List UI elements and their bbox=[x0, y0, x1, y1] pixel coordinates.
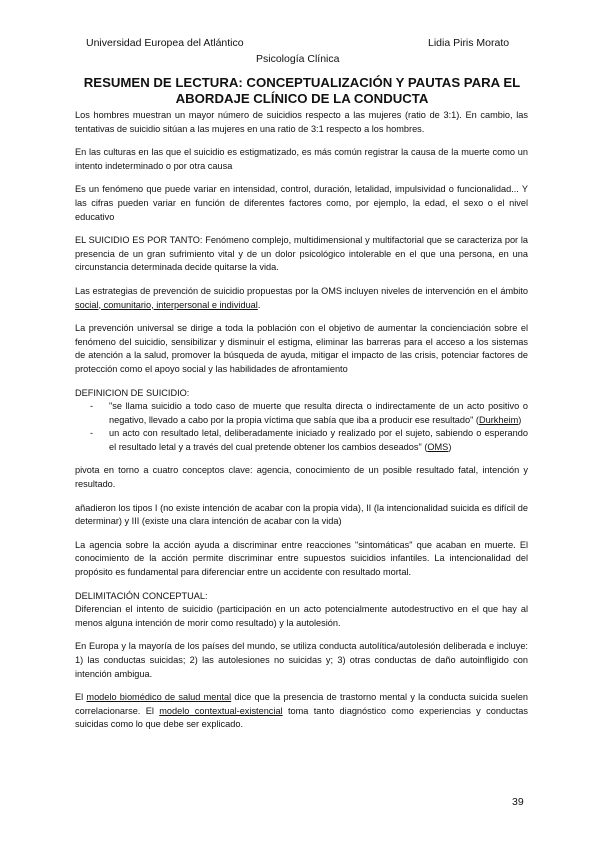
paragraph-gender-ratio: Los hombres muestran un mayor número de suicidios respecto a las mujeres (ratio de 3:1). En cambio, las tentativas de suicidio sitúan a las mujeres en una ratio de 3:1 respecto a los hombres. bbox=[75, 110, 528, 134]
paragraph-stigma: En las culturas en las que el suicidio es estigmatizado, es más común registrar la causa de la muerte como un intento indeterminado o por otra causa bbox=[75, 147, 528, 171]
paragraph-europe-terminology: En Europa y la mayoría de los países del mundo, se utiliza conducta autolítica/autolesión deliberada e incluye: 1) las conductas suicidas; 2) las autolesiones no suicidas y; 3) otras conductas de daño autoinfligido con intención ambigua. bbox=[75, 641, 528, 679]
definition-text: un acto con resultado letal, deliberadamente iniciado y realizado por el sujeto, sabiendo o esperando el resultado letal y a través del cual pretende obtener los cambios deseados" ( bbox=[109, 428, 528, 452]
definition-list bbox=[75, 400, 528, 454]
definition-item-oms bbox=[90, 427, 528, 454]
page-number: 39 bbox=[512, 796, 524, 808]
paragraph-models bbox=[75, 691, 528, 732]
models-text-b: dice que la presencia de trastorno mental y la conducta suicida suelen correlacionarse. El bbox=[75, 692, 529, 716]
document-body bbox=[75, 109, 528, 742]
prevention-period: . bbox=[257, 299, 261, 310]
paragraph-agency: La agencia sobre la acción ayuda a discriminar entre reacciones "sintomáticas" que acaban en muerte. El conocimiento de la acción permite discriminar entre supuestos suicidios infantiles. La intencionalidad del propósito es fundamental para diferenciar entre un accidente con resultado mortal. bbox=[75, 539, 528, 578]
paragraph-suicide-definition: EL SUICIDIO ES POR TANTO: Fenómeno complejo, multidimensional y multifactorial que se caracteriza por la presencia de un gran sufrimiento vital y de un dolor psicológico intolerable en el que una persona, en una circunstancia determinada decide quitarse la vida. bbox=[75, 235, 528, 273]
models-text-c: toma tanto diagnóstico como experiencias y conductas suicidas como lo que debe ser explicado. bbox=[75, 705, 529, 730]
paragraph-variability: Es un fenómeno que puede variar en intensidad, control, duración, letalidad, impulsividad o funcionalidad... Y las cifras pueden variar en función de diferentes factores como, por ejemplo, la edad, el sexo o el nivel educativo bbox=[75, 184, 528, 222]
header-university: Universidad Europea del Atlántico bbox=[86, 37, 244, 49]
prevention-levels-underlined: social, comunitario, interpersonal e individual bbox=[75, 299, 258, 310]
list-bullet: - bbox=[90, 428, 94, 439]
prevention-text: Las estrategias de prevención de suicidio propuestas por la OMS incluyen niveles de intervención en el ámbito bbox=[75, 285, 528, 296]
definition-item-durkheim bbox=[90, 400, 528, 427]
definition-close: ) bbox=[448, 441, 452, 452]
heading-conceptual-delimitation: DELIMITACIÓN CONCEPTUAL: bbox=[75, 590, 208, 601]
definition-text: "se llama suicidio a todo caso de muerte que resulta directa o indirectamente de un acto positivo o negativo, llevado a cabo por la propia víctima que sabía que iba a producir ese resultado" ( bbox=[109, 401, 528, 425]
models-text-a: El bbox=[75, 692, 87, 703]
definition-close: ) bbox=[518, 414, 522, 425]
source-durkheim: Durkheim bbox=[478, 414, 519, 425]
biomedical-model-underlined: modelo biomédico de salud mental bbox=[86, 692, 232, 703]
header-subject: Psicología Clínica bbox=[256, 53, 340, 65]
paragraph-key-concepts: pivota en torno a cuatro conceptos clave: agencia, conocimiento de un posible resultado fatal, intención y resultado. bbox=[75, 465, 528, 490]
paragraph-universal-prevention: La prevención universal se dirige a toda la población con el objetivo de aumentar la concienciación sobre el fenómeno del suicidio, sensibilizar y disminuir el estigma, eliminar las barreras para el acceso a los sistemas de atención a la salud, promover la búsqueda de ayuda, mitigar el impacto de las crisis, potenciar factores de protección como el apoyo social y las habilidades de afrontamiento bbox=[75, 323, 528, 374]
header-author: Lidia Piris Morato bbox=[428, 37, 510, 49]
paragraph-prevention-strategies bbox=[75, 285, 528, 312]
source-oms: OMS bbox=[427, 441, 449, 452]
paragraph-types: añadieron los tipos I (no existe intención de acabar con la propia vida), II (la intencionalidad suicida es difícil de determinar) y III (existe una clara intención de acabar con la vida) bbox=[75, 502, 528, 527]
paragraph-attempt-vs-selfharm: Diferencian el intento de suicidio (participación en un acto potencialmente autodestructivo en el que hay al menos alguna intención de morir como resultado) y la autolesión. bbox=[75, 604, 528, 628]
document-title: RESUMEN DE LECTURA: CONCEPTUALIZACIÓN Y PAUTAS PARA EL ABORDAJE CLÍNICO DE LA CONDUCTA bbox=[83, 75, 521, 106]
list-bullet: - bbox=[90, 401, 94, 412]
contextual-model-underlined: modelo contextual-existencial bbox=[159, 705, 283, 716]
heading-suicide-definition: DEFINICION DE SUICIDIO: bbox=[75, 387, 190, 398]
